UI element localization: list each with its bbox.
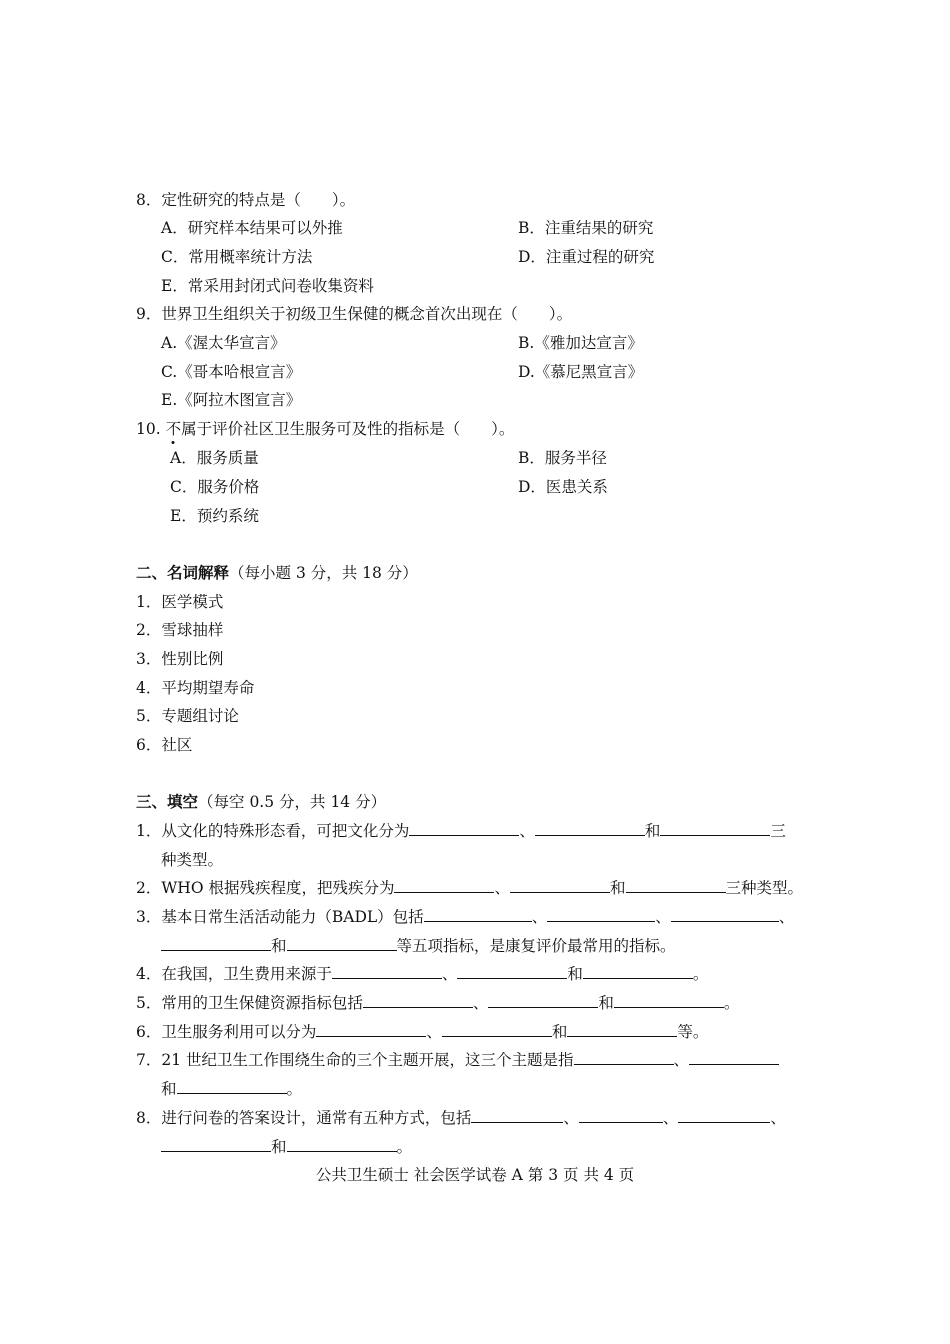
answer-blank[interactable]: [614, 993, 724, 1008]
answer-blank[interactable]: [161, 1137, 271, 1152]
answer-blank[interactable]: [574, 1050, 674, 1065]
answer-blank[interactable]: [332, 964, 442, 979]
answer-blank[interactable]: [287, 936, 397, 951]
fill-question-7: 7．21 世纪卫生工作围绕生命的三个主题开展，这三个主题是指 、: [136, 1050, 779, 1070]
answer-blank[interactable]: [394, 878, 494, 893]
answer-blank[interactable]: [535, 821, 645, 836]
section-heading: 二、名词解释: [136, 564, 230, 582]
list-item: 3．性别比例: [136, 650, 224, 668]
option-b: B．注重结果的研究: [518, 219, 654, 237]
option-row: [161, 218, 343, 238]
answer-blank[interactable]: [660, 821, 770, 836]
question-10: [136, 419, 514, 439]
list-item: 6．社区: [136, 736, 193, 754]
answer-blank[interactable]: [689, 1050, 779, 1065]
answer-blank[interactable]: [424, 907, 532, 922]
question-number: 8．: [136, 191, 162, 209]
option-d: D．注重过程的研究: [518, 248, 655, 266]
answer-blank[interactable]: [583, 964, 693, 979]
option-b: B.《雅加达宣言》: [518, 334, 643, 352]
option-a: A.《渥太华宣言》: [161, 334, 286, 352]
option-a: A．服务质量: [170, 449, 259, 467]
answer-blank[interactable]: [409, 821, 519, 836]
option-c: C.《哥本哈根宣言》: [161, 363, 302, 381]
option-e: E．常采用封闭式问卷收集资料: [161, 277, 374, 295]
fill-question-3: 3．基本日常生活活动能力（BADL）包括 、 、 、: [136, 908, 795, 926]
answer-blank[interactable]: [671, 907, 779, 922]
section-2-title: [136, 563, 418, 583]
option-d: D.《慕尼黑宣言》: [518, 363, 644, 381]
question-8: [136, 190, 355, 210]
section-note: （每小题 3 分，共 18 分）: [229, 564, 418, 582]
question-9: [136, 304, 572, 324]
option-e: E．预约系统: [170, 507, 259, 525]
option-row: [518, 218, 653, 238]
page-footer: 公共卫生硕士 社会医学试卷 A 第 3 页 共 4 页: [315, 1166, 635, 1184]
option-c: C．服务价格: [170, 478, 260, 496]
answer-blank[interactable]: [626, 878, 726, 893]
fill-question-6: 6．卫生服务利用可以分为 、 和 等。: [136, 1023, 709, 1041]
fill-question-8: 8．进行问卷的答案设计，通常有五种方式，包括 、 、 、: [136, 1109, 786, 1127]
fill-question-7-cont: 和 。: [161, 1080, 303, 1098]
fill-question-3-cont: 和 等五项指标，是康复评价最常用的指标。: [161, 936, 676, 956]
section-3-title: [136, 792, 386, 812]
answer-blank[interactable]: [471, 1108, 563, 1123]
option-b: B．服务半径: [518, 449, 607, 467]
fill-question-4: 4．在我国，卫生费用来源于 、 和 。: [136, 965, 709, 983]
fill-question-1: 1．从文化的特殊形态看，可把文化分为 、 和 三: [136, 822, 786, 840]
option-a: A．研究样本结果可以外推: [161, 219, 343, 237]
fill-question-1-cont: 种类型。: [161, 851, 224, 869]
list-item: 5．专题组讨论: [136, 707, 239, 725]
section-heading: 三、填空: [136, 793, 199, 811]
question-stem: 定性研究的特点是（ ）。: [161, 191, 356, 209]
answer-blank[interactable]: [547, 907, 655, 922]
section-note: （每空 0.5 分，共 14 分）: [198, 793, 387, 811]
fill-question-2: 2．WHO 根据残疾程度，把残疾分为 、 和 三种类型。: [136, 879, 804, 897]
answer-blank[interactable]: [287, 1137, 397, 1152]
question-stem: 属于评价社区卫生服务可及性的指标是（ ）。: [181, 420, 515, 438]
fill-question-5: 5．常用的卫生保健资源指标包括 、 和 。: [136, 994, 740, 1012]
list-item: 2．雪球抽样: [136, 621, 224, 639]
answer-blank[interactable]: [363, 993, 473, 1008]
answer-blank[interactable]: [567, 1022, 677, 1037]
option-e: E.《阿拉木图宣言》: [161, 391, 302, 409]
list-item: 4．平均期望寿命: [136, 679, 255, 697]
question-stem: 世界卫生组织关于初级卫生保健的概念首次出现在（ ）。: [161, 305, 573, 323]
emphasis-char: 不: [165, 420, 182, 438]
answer-blank[interactable]: [316, 1022, 426, 1037]
option-c: C．常用概率统计方法: [161, 248, 313, 266]
answer-blank[interactable]: [457, 964, 567, 979]
answer-blank[interactable]: [510, 878, 610, 893]
fill-question-8-cont: 和 。: [161, 1137, 412, 1157]
answer-blank[interactable]: [678, 1108, 770, 1123]
option-d: D．医患关系: [518, 478, 608, 496]
question-number: 10.: [136, 420, 161, 438]
question-number: 9．: [136, 305, 162, 323]
answer-blank[interactable]: [442, 1022, 552, 1037]
answer-blank[interactable]: [579, 1108, 663, 1123]
answer-blank[interactable]: [488, 993, 598, 1008]
list-item: 1．医学模式: [136, 593, 224, 611]
answer-blank[interactable]: [177, 1079, 287, 1094]
answer-blank[interactable]: [161, 936, 271, 951]
